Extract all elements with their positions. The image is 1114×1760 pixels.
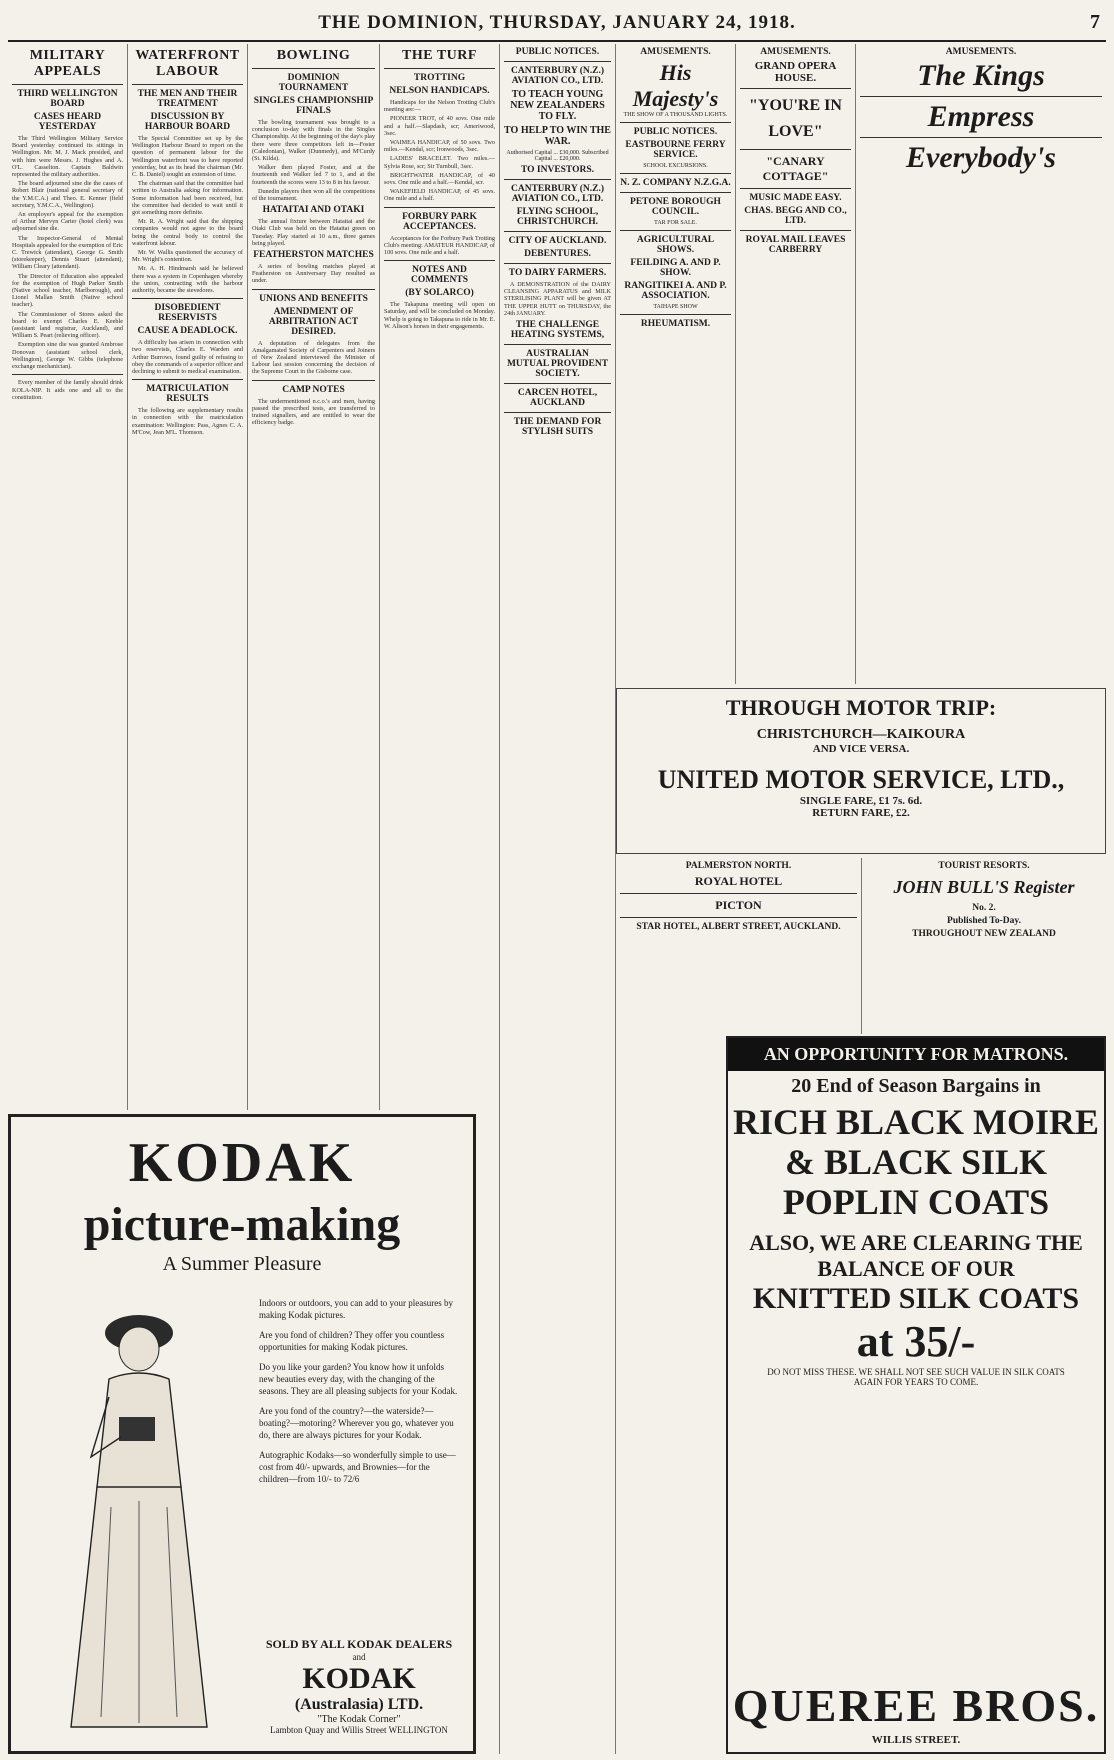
masthead-title: THE DOMINION, THURSDAY, JANUARY 24, 1918. [318, 12, 796, 33]
chas-begg-title: CHAS. BEGG AND CO., LTD. [744, 206, 847, 226]
petone-sub: TAR FOR SALE. [654, 220, 697, 226]
kodak-and: and [352, 1652, 366, 1662]
camp-heading: CAMP NOTES [282, 384, 345, 395]
eastbourne-sub: SCHOOL EXCURSIONS. [643, 163, 708, 169]
kodak-paragraph: Do you like your garden? You know how it unfolds new beauties every day, with the changing of the seasons. They are all pleasing subjects for your Kodak. [259, 1362, 458, 1396]
motor-single: SINGLE FARE, £1 7s. 6d. [799, 795, 923, 807]
matrons-ad [726, 1036, 1106, 1754]
bowling-subheading: DOMINION TOURNAMENT [278, 73, 349, 93]
kodak-title: KODAK [128, 1132, 356, 1194]
waterfront-subheading: THE MEN AND THEIR TREATMENT [137, 89, 238, 109]
matrons-line1: 20 End of Season Bargains in [791, 1075, 1041, 1097]
kodak-company: KODAK [302, 1662, 416, 1695]
his-majestys-title: His Majesty's [632, 60, 719, 111]
queree-bros: QUEREE BROS. [732, 1680, 1100, 1731]
rheumatism-title: RHEUMATISM. [640, 319, 711, 329]
matric-text: The following are supplementary results in connection with the matriculation examination: Wellington: Pass, Agnes C. A. M'Cow, Jean M'L. Thomson. [132, 407, 243, 436]
grand-opera-title: GRAND OPERA HOUSE. [754, 60, 837, 84]
turf-paragraph: PIONEER TROT, of 40 sovs. One mile and a half.—Slapdash, scr; Ameriwood, 3sec. [384, 115, 495, 137]
waterfront-paragraph: Mr. A. H. Hindmarsh said he believed there was a system in Copenhagen whereby the union, contracting with the harbour authority, became the stevedores. [132, 265, 243, 295]
unions-heading: UNIONS AND BENEFITS [259, 293, 368, 304]
kola-nip-notice: Every member of the family should drink KOLA-NIP. It aids one and all to the constitution. [12, 379, 123, 401]
matrons-miss: DO NOT MISS THESE. WE SHALL NOT SEE SUCH VALUE IN SILK COATS AGAIN FOR YEARS TO COME. [767, 1367, 1065, 1387]
amuse1-heading: AMUSEMENTS. [640, 47, 711, 57]
royal-mail-title: ROYAL MAIL LEAVES CARBERRY [745, 235, 846, 255]
motor-route: CHRISTCHURCH—KAIKOURA [756, 727, 966, 742]
column-bowling [248, 44, 380, 1110]
register-published: Published To-Day. [947, 916, 1021, 926]
bowling-heading: BOWLING [276, 48, 351, 63]
kodak-paragraph: Are you fond of children? They offer you countless opportunities for making Kodak pictures. [259, 1330, 445, 1352]
forbury-heading: FORBURY PARK ACCEPTANCES. [402, 211, 477, 232]
dairy-title: TO DAIRY FARMERS. [508, 268, 607, 278]
kodak-ad [8, 1114, 476, 1754]
newspaper-page [8, 6, 1106, 1754]
waterfront-body [132, 135, 243, 294]
petone-title: PETONE BOROUGH COUNCIL. [630, 197, 721, 217]
bowling-subheading2: SINGLES CHAMPIONSHIP FINALS [253, 96, 374, 116]
matric-heading: MATRICULATION RESULTS [146, 384, 229, 405]
column-register [862, 858, 1106, 1034]
unions-text: A deputation of delegates from the Amalgamated Society of Carpenters and Joiners of New Zealand interviewed the Minister of Labour last session concerning the decision of the Supreme Court in the Gisborne case. [252, 339, 375, 376]
military-paragraph: The Inspector-General of Mental Hospitals appealed for the exemption of Eric C. Trewick (attendant), George G. Smith (storekeeper), Dennis Stuart (attendant), William Cleary (attendant). [12, 234, 123, 271]
turf-paragraph: WAKEFIELD HANDICAP, of 45 sovs. One mile and a half. [384, 188, 495, 203]
matrons-line3: ALSO, WE ARE CLEARING THE BALANCE OF OUR [749, 1230, 1083, 1281]
his-majestys-sub: THE SHOW OF A THOUSAND LIGHTS. [623, 112, 728, 118]
turf-paragraph: LADIES' BRACELET. Two miles.—Sylvia Rose, scr; Sir Turnbull, 3sec. [384, 155, 495, 170]
matrons-banner: AN OPPORTUNITY FOR MATRONS. [728, 1038, 1104, 1071]
turf-heading: THE TURF [402, 48, 477, 63]
kodak-footer [259, 1637, 459, 1735]
disobedient-sub: CAUSE A DEADLOCK. [137, 326, 238, 337]
bowling-paragraph: The bowling tournament was brought to a conclusion to-day with finals in the Singles Championship. At the beginning of the day's play there were three competitors left in—Foster (Caledonian), Walker (Dunmedy), and M'Curdy (St. Kilda). [252, 119, 375, 163]
camp-text: The undermentioned n.c.o.'s and men, having passed the prescribed tests, are transferred to trained signallers, and are entitled to wear the efficiency badge. [252, 397, 375, 427]
military-paragraph: The Director of Education also appealed for the exemption of Hugh Parker Smith (Native school teacher, Marlborough), and Lionel Mallan Smith (Native school teacher). [12, 272, 123, 309]
aviation2-title: CANTERBURY (N.Z.) AVIATION CO., LTD. [511, 184, 604, 204]
public-notices2-heading: PUBLIC NOTICES. [633, 127, 718, 137]
eastbourne-title: EASTBOURNE FERRY SERVICE. [625, 140, 726, 160]
column-amusements-2 [736, 44, 856, 684]
column-amusements-1 [616, 44, 736, 684]
kodak-address: Lambton Quay and Willis Street WELLINGTON [270, 1725, 448, 1735]
turf-paragraph: WAIMEA HANDICAP, of 50 sovs. Two miles.—Kendal, scr; Ironwoods, 3sec. [384, 139, 495, 154]
column-waterfront [128, 44, 248, 1110]
featherston-heading: FEATHERSTON MATCHES [253, 250, 374, 261]
auckland-title: CITY OF AUCKLAND. [508, 236, 607, 246]
turf-subheading: TROTTING [413, 73, 466, 83]
military-body [12, 135, 123, 401]
featherston-text: A series of bowling matches played at Featherston on Anniversary Day resulted as under. [252, 263, 375, 285]
kodak-copy [259, 1297, 459, 1493]
military-paragraph: An employer's appeal for the exemption of Arthur Mervyn Carter (hotel clerk) was adjourned sine die. [12, 211, 123, 233]
column-amusements-3 [856, 44, 1106, 684]
waterfront-paragraph: The chairman said that the committee had written to Australia asking for information. Some information had been received, but the committee had decided to wait until it got something more definite. [132, 180, 243, 217]
waterfront-paragraph: The Special Committee set up by the Wellington Harbour Board to report on the question of permanent labour for the Wellington waterfront was to have reported yesterday, but as its head the chairman (Mr. C. B. Daniel) sought an extension of time. [132, 135, 243, 179]
kings-title: The Kings [917, 59, 1045, 92]
palmerston-heading: PALMERSTON NORTH. [685, 861, 792, 871]
column-hotels [616, 858, 862, 1034]
masthead [8, 6, 1106, 42]
register-no: No. 2. [972, 903, 996, 913]
aviation-title: CANTERBURY (N.Z.) AVIATION CO., LTD. [511, 66, 604, 86]
matrons-price: at 35/- [856, 1317, 976, 1366]
matrons-line2: RICH BLACK MOIRE & BLACK SILK POPLIN COATS [732, 1102, 1100, 1222]
agri-heading: AGRICULTURAL SHOWS. [636, 235, 715, 255]
star-hotel-title: STAR HOTEL, ALBERT STREET, AUCKLAND. [636, 922, 841, 932]
motor-title: THROUGH MOTOR TRIP: [725, 695, 997, 720]
aviation-investors: TO INVESTORS. [520, 165, 595, 175]
dairy-text: A DEMONSTRATION of the DAIRY CLEANSING APPARATUS and MILK STERILISING PLANT will be given AT THE UPPER HUTT on THURSDAY, the 24th JANUARY. [504, 281, 611, 317]
dairy-sub: THE CHALLENGE HEATING SYSTEMS, [510, 320, 605, 341]
notes-sub: (BY SOLARCO) [405, 288, 474, 299]
rangitikei-title: RANGITIKEI A. AND P. ASSOCIATION. [624, 281, 727, 301]
auckland-sub: DEBENTURES. [524, 249, 591, 259]
taihape-title: TAIHAPE SHOW [653, 304, 698, 310]
hataitai-text: The annual fixture between Hataitai and the Otaki Club was held on the Hataitai green on Tuesday. Play started at 10 a.m., three games being played. [252, 218, 375, 247]
register-title: JOHN BULL'S Register [893, 877, 1075, 897]
aviation-capital: Authorised Capital ... £30,000. Subscribed Capital ... £20,000. [506, 150, 609, 162]
notes-heading: NOTES AND COMMENTS [411, 265, 468, 286]
public-heading: PUBLIC NOTICES. [515, 47, 600, 57]
hataitai-heading: HATAITAI AND OTAKI [262, 205, 365, 216]
feilding-title: FEILDING A. AND P. SHOW. [630, 258, 721, 278]
motor-company: UNITED MOTOR SERVICE, LTD., [657, 765, 1065, 794]
nz-company-title: N. Z. COMPANY N.Z.G.A. [620, 178, 731, 188]
turf-subheading2: NELSON HANDICAPS. [389, 86, 490, 96]
amuse3-heading: AMUSEMENTS. [945, 47, 1017, 57]
music-title: MUSIC MADE EASY. [749, 193, 842, 203]
motor-return: RETURN FARE, £2. [812, 807, 910, 819]
willis-street: WILLIS STREET. [871, 1734, 961, 1746]
tourist-title: TOURIST RESORTS. [938, 861, 1030, 871]
military-paragraph: The Commissioner of Stores asked the board to exempt Charles E. Keeble (assistant land registrar, Auckland), and William S. Peart (relieving officer). [12, 310, 123, 340]
woman-with-camera-illustration [31, 1287, 241, 1747]
waterfront-paragraph: Mr. R. A. Wright said that the shipping companies would not agree to the board being the central body to control the waterfront labour. [132, 218, 243, 247]
forbury-text: Acceptances for the Forbury Park Trotting Club's meeting: AMATEUR HANDICAP, of 100 sovs. One mile and a half. [384, 234, 495, 257]
kodak-subtitle: picture-making [83, 1198, 401, 1251]
kodak-corner: "The Kodak Corner" [317, 1714, 401, 1725]
kodak-paragraph: Autographic Kodaks—so wonderfully simple to use—cost from 40/- upwards, and Brownies—for the children—from 10/- to 72/6 [259, 1450, 456, 1484]
royal-hotel-title: ROYAL HOTEL [694, 874, 783, 888]
carcen-title: CARCEN HOTEL, AUCKLAND [517, 388, 598, 409]
amp-title: AUSTRALIAN MUTUAL PROVIDENT SOCIETY. [506, 349, 609, 380]
turf-paragraph: Handicaps for the Nelson Trotting Club's meeting are:— [384, 99, 495, 114]
waterfront-heading: WATERFRONT LABOUR [135, 48, 240, 79]
waterfront-subheading2: DISCUSSION BY HARBOUR BOARD [144, 112, 231, 132]
notes-text: The Takapuna meeting will open on Saturday, and will be concluded on Monday. Whelp is going to Takapuna to ride in Mr. E. W. Alison's horses in their engagements. [384, 301, 495, 330]
kodak-tagline: A Summer Pleasure [162, 1253, 322, 1275]
suits-title: THE DEMAND FOR STYLISH SUITS [513, 417, 602, 438]
bowling-paragraph: Walker then played Foster, and at the fourteenth end Walker led 7 to 1, and at the fourteenth the scores were 13 to 8 in his favour. [252, 164, 375, 186]
column-military-appeals [8, 44, 128, 1110]
amuse2-heading: AMUSEMENTS. [760, 47, 831, 57]
matrons-line4: KNITTED SILK COATS [752, 1282, 1080, 1315]
kodak-sold: SOLD BY ALL KODAK DEALERS [265, 1637, 453, 1651]
motor-trip-ad [616, 688, 1106, 854]
kodak-australasia: (Australasia) LTD. [294, 1696, 424, 1713]
column-public-notices [500, 44, 616, 1754]
youre-in-love-title: "YOU'RE IN LOVE" [749, 97, 842, 140]
military-subheading: THIRD WELLINGTON BOARD [17, 89, 118, 109]
everybodys-title: Everybody's [906, 141, 1056, 174]
picton-title: PICTON [715, 898, 762, 912]
kodak-paragraph: Indoors or outdoors, you can add to your pleasures by making Kodak pictures. [259, 1298, 453, 1320]
empress-title: Empress [927, 100, 1035, 133]
military-subheading2: CASES HEARD YESTERDAY [33, 112, 102, 132]
aviation-big2: TO HELP TO WIN THE WAR. [504, 125, 611, 147]
unions-sub: AMENDMENT OF ARBITRATION ACT DESIRED. [268, 306, 359, 337]
kodak-paragraph: Are you fond of the country?—the waterside?—boating?—motoring? Wherever you go, whatever you do, there are always pictures for your Kodak. [259, 1406, 454, 1440]
military-heading: MILITARY APPEALS [29, 48, 106, 79]
page-number: 7 [1090, 11, 1100, 33]
disobedient-text: A difficulty has arisen in connection with two reservists, Charles E. Warden and Arthur Burrows, found guilty of refusing to obey the commands of a superior officer and declining to submit to medical examination. [132, 339, 243, 376]
aviation-big: TO TEACH YOUNG NEW ZEALANDERS TO FLY. [510, 89, 605, 122]
military-paragraph: The board adjourned sine die the cases of Robert Blair (national general secretary of the Y.M.C.A.) and Theo. E. Kenner (field secretary, Y.M.C.A., Wellington). [12, 180, 123, 209]
canary-cottage-title: "CANARY COTTAGE" [762, 154, 829, 183]
aviation2-sub: FLYING SCHOOL, CHRISTCHURCH. [516, 207, 599, 227]
bowling-paragraph: Dunedin players then won all the competitions of the tournament. [252, 187, 375, 203]
military-paragraph: The Third Wellington Military Service Board yesterday continued its sittings in Wellington. Mr. M. J. Mack presided, and with him were Messrs. J. Hughes and A. O'L. Casselton. Captain Baldwin represented the military authorities. [12, 135, 123, 179]
military-paragraph: Exemption sine die was granted Ambrose Donovan (assistant school clerk, Wellington), George W. Gibbs (telephone exchange mechanician). [12, 341, 123, 371]
turf-paragraph: BRIGHTWATER HANDICAP, of 40 sovs. One mile and a half.—Kendal, scr. [384, 171, 495, 187]
waterfront-paragraph: Mr. W. Wallis questioned the accuracy of Mr. Wright's contention. [132, 249, 243, 264]
motor-vice: AND VICE VERSA. [812, 743, 910, 755]
register-thro: THROUGHOUT NEW ZEALAND [912, 929, 1056, 939]
disobedient-heading: DISOBEDIENT RESERVISTS [154, 303, 221, 324]
